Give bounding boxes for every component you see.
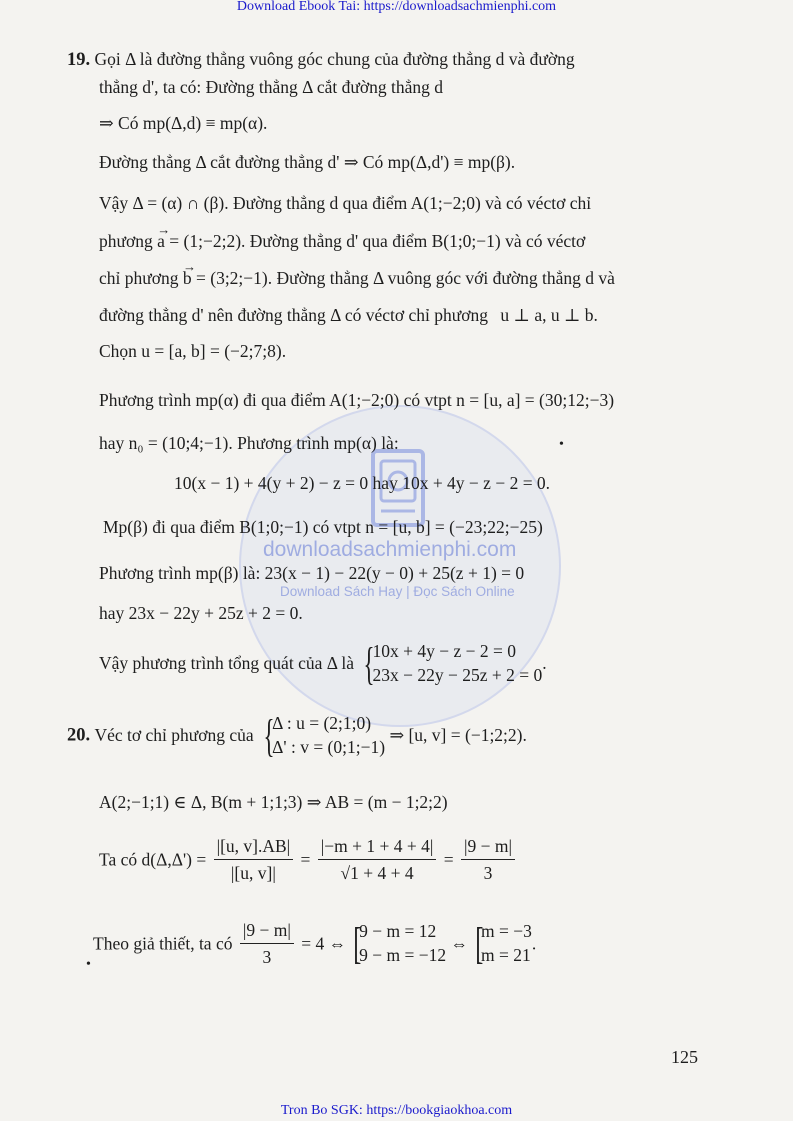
- q19-line-14: Phương trình mp(β) là: 23(x − 1) − 22(y − 0) + 25(z + 1) = 0: [99, 563, 525, 583]
- fraction-numerator: |9 − m|: [240, 920, 294, 944]
- fraction-denominator: 3: [483, 863, 493, 883]
- q19-line-1: [67, 49, 575, 71]
- fraction-hypothesis: [240, 920, 294, 968]
- q20-cases-2: [481, 920, 532, 967]
- fraction-numerator: |−m + 1 + 4 + 4|: [318, 836, 437, 860]
- header-download-link[interactable]: Download Ebook Tai: https://downloadsachmienphi.com: [236, 0, 557, 14]
- stray-mark: •: [559, 437, 564, 452]
- q20-line-4: [93, 920, 536, 968]
- fraction-distance: [214, 836, 294, 884]
- q20-line-3: [99, 836, 518, 884]
- q20-system-eq-2: Δ' : v = (0;1;−1): [272, 736, 386, 757]
- q19-line-3: ⇒ Có mp(Δ,d) ≡ mp(α).: [99, 113, 268, 133]
- q20-line-1: [67, 709, 527, 761]
- q19-line-7: [99, 268, 615, 289]
- q20-text-4b: = 4 ⇔: [301, 933, 347, 954]
- q20-result-2: m = 21: [481, 945, 531, 965]
- q19-text-7a: chỉ phương: [99, 268, 183, 288]
- q19-line-12: 10(x − 1) + 4(y + 2) − z = 0 hay 10x + 4y − z − 2 = 0.: [174, 473, 551, 493]
- q20-case-2: 9 − m = −12: [359, 945, 447, 965]
- equals-sign: =: [443, 849, 454, 870]
- q19-system-eq-2: 23x − 22y − 25z + 2 = 0: [372, 664, 543, 685]
- q19-text-7c: = (3;2;−1). Đường thẳng Δ vuông góc với đường thẳng d và: [191, 268, 615, 288]
- q20-text-4a: Theo giả thiết, ta có: [93, 933, 233, 954]
- case-bracket: [: [353, 919, 362, 968]
- q19-line-13: Mp(β) đi qua điểm B(1;0;−1) có vtpt n = [u, b] = (−23;22;−25): [103, 517, 543, 537]
- fraction-result: [461, 836, 515, 884]
- q19-line-5: Vậy Δ = (α) ∩ (β). Đường thẳng d qua điểm A(1;−2;0) và có véctơ chỉ: [99, 193, 592, 213]
- q19-line-2: thẳng d', ta có: Đường thẳng Δ cắt đường thẳng d: [99, 77, 443, 97]
- q20-text-1: Véc tơ chỉ phương của: [94, 725, 254, 746]
- vector-b: → b: [183, 268, 192, 289]
- q20-end: .: [531, 933, 537, 954]
- q19-text-8b: u ⊥ a, u ⊥ b.: [500, 305, 598, 325]
- fraction-denominator: |[u, v]|: [230, 863, 276, 883]
- system-brace: {: [363, 637, 375, 689]
- q19-line-16: [99, 637, 547, 689]
- watermark-text: downloadsachmienphi.com: [263, 538, 517, 561]
- q19-text-1: Gọi Δ là đường thẳng vuông góc chung của đường thẳng d và đường: [94, 49, 575, 69]
- q20-case-1: 9 − m = 12: [359, 921, 437, 942]
- fraction-denominator: √1 + 4 + 4: [340, 863, 414, 883]
- q19-line-11: hay n₀ = (10;4;−1). Phương trình mp(α) là:: [99, 433, 399, 453]
- q19-system-eq-1: 10x + 4y − z − 2 = 0: [372, 641, 516, 661]
- fraction-numerator: |9 − m|: [461, 836, 515, 860]
- q19-text-6a: phương: [99, 231, 158, 251]
- q19-line-9: Chọn u = [a, b] = (−2;7;8).: [99, 341, 287, 361]
- q20-system: [272, 712, 385, 759]
- fraction-expanded: [318, 836, 437, 884]
- fraction-numerator: |[u, v].AB|: [214, 836, 294, 860]
- q19-text-6c: = (1;−2;2). Đường thẳng d' qua điểm B(1;0;−1) và có véctơ: [164, 231, 586, 251]
- fraction-denominator: 3: [262, 947, 272, 967]
- q20-cases-1: [359, 920, 446, 967]
- footer-link[interactable]: Tron Bo SGK: https://bookgiaokhoa.com: [280, 1103, 513, 1118]
- q20-system-eq-1: Δ : u = (2;1;0): [272, 713, 372, 733]
- q19-line-8: [99, 305, 598, 326]
- page-number: 125: [671, 1047, 698, 1067]
- q19-text-8: đường thẳng d' nên đường thẳng Δ có véctơ chỉ phương: [99, 305, 488, 325]
- q20-text-1b: ⇒ [u, v] = (−1;2;2).: [389, 725, 527, 746]
- q20-result-1: m = −3: [481, 921, 532, 942]
- case-bracket: [: [475, 919, 484, 968]
- q19-line-4: Đường thẳng Δ cắt đường thẳng d' ⇒ Có mp(Δ,d') ≡ mp(β).: [99, 152, 516, 172]
- q19-number: 19.: [67, 50, 91, 70]
- q20-number: 20.: [67, 725, 91, 746]
- q19-line-15: hay 23x − 22y + 25z + 2 = 0.: [99, 603, 303, 623]
- q20-line-2: A(2;−1;1) ∈ Δ, B(m + 1;1;3) ⇒ AB = (m − 1;2;2): [99, 792, 448, 812]
- q19-line-6: [99, 231, 585, 252]
- stray-mark: •: [86, 957, 91, 972]
- q20-text-4c: ⇔: [450, 933, 468, 954]
- equals-sign: =: [300, 849, 311, 870]
- q19-system: [372, 640, 542, 687]
- q19-system-end: .: [542, 653, 547, 674]
- q19-line-10: Phương trình mp(α) đi qua điểm A(1;−2;0) có vtpt n = [u, a] = (30;12;−3): [99, 390, 615, 410]
- vector-a: → a: [157, 231, 165, 252]
- q19-text-16: Vậy phương trình tổng quát của Δ là: [99, 653, 355, 674]
- q20-text-3a: Ta có d(Δ,Δ') =: [99, 849, 207, 870]
- system-brace: {: [263, 709, 275, 761]
- watermark-subtext: Download Sách Hay | Đọc Sách Online: [280, 584, 515, 599]
